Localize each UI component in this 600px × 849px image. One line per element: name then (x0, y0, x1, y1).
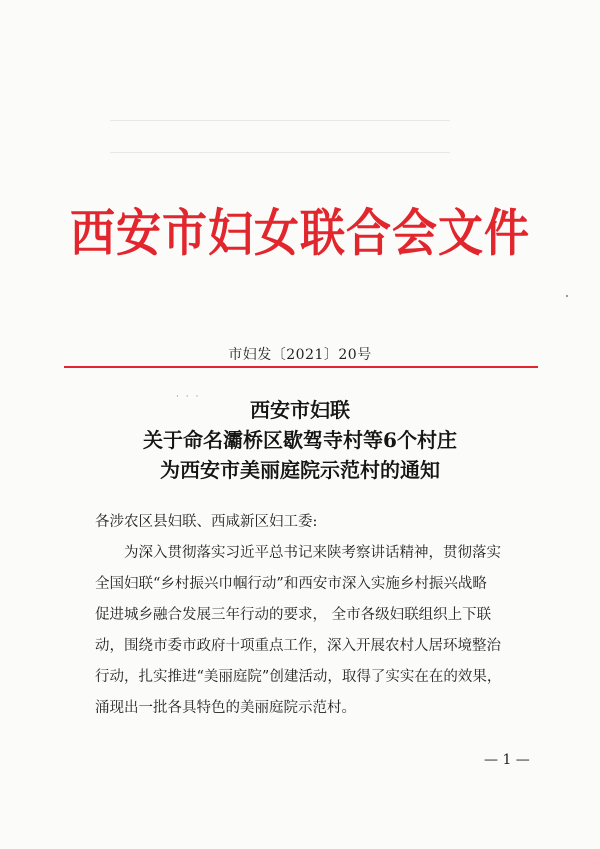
scan-speck (566, 295, 568, 297)
paragraph-line: 全国妇联“乡村振兴巾帼行动”和西安市深入实施乡村振兴战略 (95, 576, 487, 592)
paragraph-line: 行动，扎实推进“美丽庭院”创建活动，取得了实实在在的效果， (95, 669, 502, 685)
paragraph-line: 涌现出一批各具特色的美丽庭院示范村。 (95, 700, 356, 716)
paragraph-line: 动，围绕市委市政府十项重点工作，深入开展农村人居环境整治 (95, 638, 501, 654)
faint-background-line (110, 152, 450, 153)
salutation: 各涉农区县妇联、西咸新区妇工委: (95, 514, 318, 530)
red-separator-rule (64, 366, 538, 368)
title-line-2: 关于命名灞桥区歇驾寺村等6个村庄 (143, 428, 457, 452)
document-masthead: 西安市妇女联合会文件 (69, 203, 530, 263)
page-number: — 1 — (484, 752, 530, 768)
title-line-1: 西安市妇联 (250, 398, 350, 422)
title-line-3: 为西安市美丽庭院示范村的通知 (160, 458, 440, 482)
faint-background-line (110, 120, 450, 121)
document-title (0, 395, 600, 485)
paragraph-line: 促进城乡融合发展三年行动的要求， 全市各级妇联组织上下联 (95, 607, 492, 623)
document-body (95, 507, 565, 724)
document-number: 市妇发〔2021〕20号 (228, 347, 372, 363)
paragraph-line: 为深入贯彻落实习近平总书记来陕考察讲话精神，贯彻落实 (124, 545, 501, 561)
scan-dots: · · · (176, 392, 201, 402)
